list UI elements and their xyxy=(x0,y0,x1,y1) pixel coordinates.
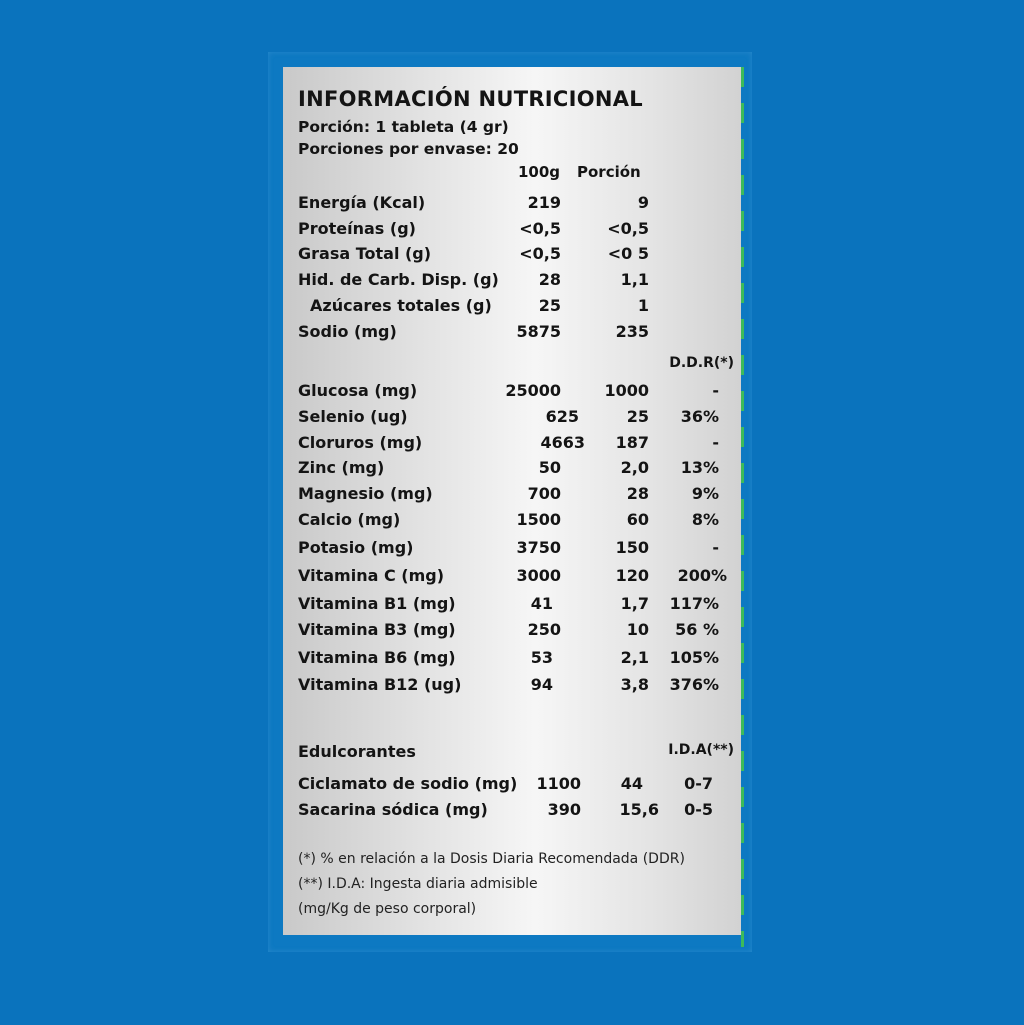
value-ddr: 13% xyxy=(680,458,719,477)
header-100g: 100g xyxy=(518,163,561,181)
value-100g: 3750 xyxy=(516,538,561,557)
table-row xyxy=(298,381,741,405)
header-portion: Porción xyxy=(577,163,641,181)
value-100g: 625 xyxy=(545,407,579,426)
nutrient-name: Energía (Kcal) xyxy=(298,193,426,212)
nutrient-name: Potasio (mg) xyxy=(298,538,414,557)
nutrition-label xyxy=(283,67,741,935)
nutrient-name: Grasa Total (g) xyxy=(298,244,432,263)
value-portion: 2,0 xyxy=(620,458,649,477)
value-ddr: 105% xyxy=(669,648,719,667)
value-portion: 1,1 xyxy=(620,270,649,289)
value-100g: 4663 xyxy=(540,433,585,452)
footnote-ddr: (*) % en relación a la Dosis Diaria Recomendada (DDR) xyxy=(298,851,685,867)
table-row xyxy=(298,458,741,482)
value-ddr: - xyxy=(712,381,719,400)
value-portion: <0,5 xyxy=(607,219,649,238)
table-row xyxy=(298,193,741,217)
nutrient-name: Sodio (mg) xyxy=(298,322,397,341)
table-row xyxy=(298,433,741,457)
value-portion: 150 xyxy=(615,538,649,557)
green-edge-marks xyxy=(741,67,744,947)
nutrient-name: Vitamina C (mg) xyxy=(298,566,445,585)
value-100g: 25 xyxy=(538,296,561,315)
value-portion: 1,7 xyxy=(620,594,649,613)
table-row xyxy=(298,538,741,562)
value-portion: 9 xyxy=(637,193,649,212)
table-row xyxy=(298,407,741,431)
nutrient-name: Glucosa (mg) xyxy=(298,381,418,400)
value-portion: 235 xyxy=(615,322,649,341)
header-ddr: D.D.R(*) xyxy=(669,355,734,371)
nutrient-name: Vitamina B6 (mg) xyxy=(298,648,456,667)
nutrient-name: Selenio (ug) xyxy=(298,407,408,426)
servings-per-container: Porciones por envase: 20 xyxy=(298,140,519,158)
value-ddr: 8% xyxy=(691,510,719,529)
value-portion: 187 xyxy=(615,433,649,452)
value-ddr: - xyxy=(712,538,719,557)
nutrient-name: Magnesio (mg) xyxy=(298,484,433,503)
footnote-units: (mg/Kg de peso corporal) xyxy=(298,901,477,917)
value-100g: 700 xyxy=(527,484,561,503)
value-100g: 25000 xyxy=(505,381,561,400)
value-ida: 0-7 xyxy=(684,774,713,793)
value-100g: 390 xyxy=(547,800,581,819)
table-row xyxy=(298,484,741,508)
value-ddr: 200% xyxy=(677,566,727,585)
value-ddr: 376% xyxy=(669,675,719,694)
value-100g: 5875 xyxy=(516,322,561,341)
value-portion: 44 xyxy=(620,774,643,793)
value-100g: 3000 xyxy=(516,566,561,585)
footnote-ida: (**) I.D.A: Ingesta diaria admisible xyxy=(298,876,538,892)
value-portion: 120 xyxy=(615,566,649,585)
serving-size: Porción: 1 tableta (4 gr) xyxy=(298,118,509,136)
value-portion: 1 xyxy=(637,296,649,315)
value-100g: 50 xyxy=(538,458,561,477)
value-100g: <0,5 xyxy=(519,244,561,263)
table-row xyxy=(298,774,741,798)
nutrient-name: Vitamina B1 (mg) xyxy=(298,594,456,613)
value-portion: 15,6 xyxy=(619,800,659,819)
value-100g: 1100 xyxy=(536,774,581,793)
table-row xyxy=(298,322,741,346)
sweeteners-heading: Edulcorantes xyxy=(298,742,416,761)
value-100g: 94 xyxy=(530,675,553,694)
nutrient-name: Hid. de Carb. Disp. (g) xyxy=(298,270,499,289)
value-portion: 28 xyxy=(626,484,649,503)
nutrient-name: Vitamina B3 (mg) xyxy=(298,620,456,639)
table-row xyxy=(298,800,741,824)
nutrient-name: Azúcares totales (g) xyxy=(310,296,492,315)
value-ida: 0-5 xyxy=(684,800,713,819)
nutrient-name: Vitamina B12 (ug) xyxy=(298,675,462,694)
nutrient-name: Zinc (mg) xyxy=(298,458,385,477)
table-row xyxy=(298,594,741,618)
value-100g: 28 xyxy=(538,270,561,289)
table-row xyxy=(298,270,741,294)
table-row xyxy=(298,219,741,243)
value-ddr: 117% xyxy=(669,594,719,613)
sweetener-name: Ciclamato de sodio (mg) xyxy=(298,774,518,793)
sweeteners-header xyxy=(298,742,741,766)
value-portion: 1000 xyxy=(604,381,649,400)
table-row xyxy=(298,566,741,590)
value-ddr: 9% xyxy=(691,484,719,503)
table-row xyxy=(298,510,741,534)
nutrient-name: Cloruros (mg) xyxy=(298,433,423,452)
value-ddr: 56 % xyxy=(675,620,719,639)
label-title: INFORMACIÓN NUTRICIONAL xyxy=(298,87,643,111)
nutrient-name: Calcio (mg) xyxy=(298,510,401,529)
value-portion: <0 5 xyxy=(607,244,649,263)
value-100g: 219 xyxy=(527,193,561,212)
value-100g: 1500 xyxy=(516,510,561,529)
value-ddr: - xyxy=(712,433,719,452)
value-portion: 25 xyxy=(626,407,649,426)
value-portion: 2,1 xyxy=(620,648,649,667)
nutrient-name: Proteínas (g) xyxy=(298,219,416,238)
table-row xyxy=(298,296,741,320)
table-row xyxy=(298,620,741,644)
table-row xyxy=(298,244,741,268)
table-row xyxy=(298,648,741,672)
value-100g: 250 xyxy=(527,620,561,639)
value-ddr: 36% xyxy=(680,407,719,426)
header-ida: I.D.A(**) xyxy=(668,742,734,758)
sweetener-name: Sacarina sódica (mg) xyxy=(298,800,488,819)
value-100g: 53 xyxy=(530,648,553,667)
value-portion: 10 xyxy=(626,620,649,639)
value-100g: 41 xyxy=(530,594,553,613)
table-row xyxy=(298,675,741,699)
value-100g: <0,5 xyxy=(519,219,561,238)
value-portion: 3,8 xyxy=(620,675,649,694)
value-portion: 60 xyxy=(626,510,649,529)
